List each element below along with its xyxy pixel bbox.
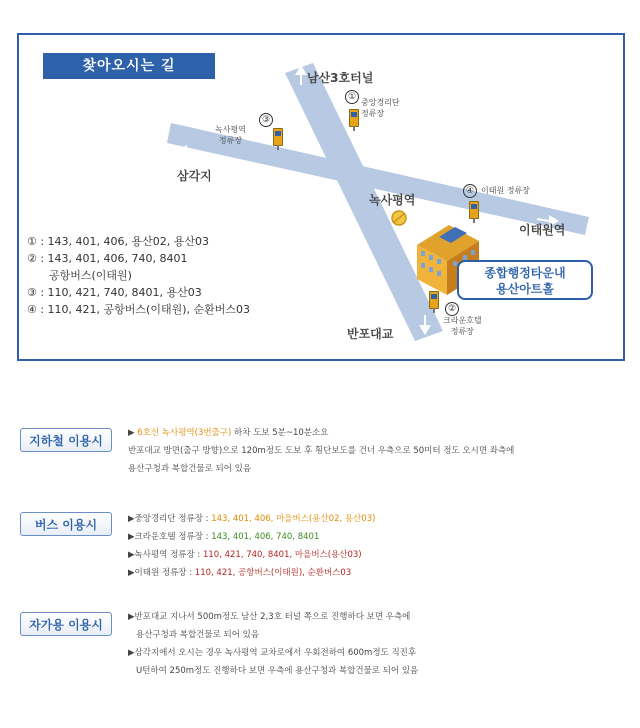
stop-label-line: 중앙경리단 — [361, 98, 400, 107]
subway-tab-button[interactable]: 지하철 이용시 — [20, 428, 112, 452]
bus-stop-4 — [463, 183, 477, 198]
bus-stop-name: ▶이태원 정류장 : — [128, 568, 195, 578]
map-title: 찾아오시는 길 — [43, 53, 215, 79]
car-line: ▶삼각지에서 오시는 경우 녹사평역 교차로에서 우회전하여 600m정도 직진후 — [128, 648, 417, 658]
bus-numbers: 143, 401, 406, 740, 8401 — [211, 532, 320, 542]
arrow-to-samgakji — [177, 145, 187, 157]
bus-stop-name: ▶크라운호텔 정류장 : — [128, 532, 212, 542]
bus-stop-2 — [445, 301, 459, 316]
bus-tab-button[interactable]: 버스 이용시 — [20, 512, 112, 536]
bus-stop-4-label: 이태원 정류장 — [481, 186, 530, 195]
place-itaewon-station: 이태원역 — [519, 223, 566, 237]
bus-stop-4-sign-icon — [469, 201, 479, 219]
legend-row: ① : 143, 401, 406, 용산02, 용산03 — [27, 235, 210, 248]
bus-stop-2-sign-icon — [429, 291, 439, 309]
car-line: ▶반포대교 지나서 500m정도 남산 2,3호 터널 쪽으로 진행하다 보면 우측에 — [128, 612, 411, 622]
bus-stop-1-label — [361, 97, 400, 119]
bus-stop-1 — [345, 89, 359, 104]
stop-label-line: 정류장 — [218, 136, 243, 145]
location-map — [17, 33, 625, 361]
stop-label-line: 정류장 — [361, 109, 385, 118]
stop-number: ② — [445, 302, 459, 316]
bullet: ▶ — [128, 428, 138, 438]
subway-directions — [128, 424, 514, 478]
bus-legend — [27, 233, 250, 318]
bus-row — [128, 546, 375, 564]
bus-stop-3-label — [215, 124, 246, 146]
subway-walk-time: 하차 도보 5분~10분소요 — [231, 428, 329, 438]
place-noksapyeong-station: 녹사평역 — [369, 193, 416, 207]
car-line: U턴하여 250m정도 진행하다 보면 우측에 용산구청과 복합건물로 되어 있음 — [136, 666, 419, 676]
bus-numbers: 143, 401, 406, 마을버스(용산02, 용산03) — [211, 514, 376, 524]
car-line: 용산구청과 복합건물로 되어 있음 — [136, 630, 260, 640]
bus-row — [128, 564, 375, 582]
bus-stop-1-sign-icon — [349, 109, 359, 127]
bus-directions — [128, 510, 375, 582]
callout-line: 종합행정타운내 — [484, 266, 566, 280]
subway-station-highlight: 6호선 녹사평역(3번출구) — [137, 428, 232, 438]
subway-line-2: 반포대교 방면(출구 방향)으로 120m정도 도보 후 횡단보도를 건너 우측으로 50미터 정도 오시면 좌측에 — [128, 446, 515, 456]
car-tab-button[interactable]: 자가용 이용시 — [20, 612, 112, 636]
legend-row: ④ : 110, 421, 공항버스(이태원), 순환버스03 — [27, 303, 250, 316]
stop-number: ④ — [463, 184, 477, 198]
bus-stop-3 — [259, 112, 273, 127]
legend-row: ③ : 110, 421, 740, 8401, 용산03 — [27, 286, 202, 299]
place-banpo-bridge: 반포대교 — [347, 327, 394, 341]
bus-stop-name: ▶중앙경리단 정류장 : — [128, 514, 212, 524]
bus-stop-3-sign-icon — [273, 128, 283, 146]
stop-label-line: 정류장 — [450, 327, 474, 336]
car-directions — [128, 608, 418, 680]
legend-row: 공항버스(이태원) — [49, 269, 132, 282]
place-samgakji: 삼각지 — [177, 169, 212, 183]
bus-row — [128, 528, 375, 546]
bus-stop-2-label — [443, 315, 482, 337]
bus-row — [128, 510, 375, 528]
subway-line-3: 용산구청과 복합건물로 되어 있음 — [128, 464, 252, 474]
bus-numbers: 110, 421, 공항버스(이태원), 순환버스03 — [194, 568, 352, 578]
subway-line-1 — [128, 424, 514, 442]
stop-label-line: 녹사평역 — [215, 125, 246, 134]
legend-row: ② : 143, 401, 406, 740, 8401 — [27, 252, 188, 265]
destination-callout — [457, 260, 593, 300]
bus-stop-name: ▶녹사평역 정류장 : — [128, 550, 203, 560]
bus-numbers: 110, 421, 740, 8401, 마을버스(용산03) — [202, 550, 362, 560]
stop-label-line: 크라운호텔 — [443, 316, 482, 325]
place-namsan-tunnel: 남산3호터널 — [307, 71, 374, 85]
callout-line: 용산아트홀 — [496, 282, 554, 296]
stop-number: ③ — [259, 113, 273, 127]
stop-number: ① — [345, 90, 359, 104]
